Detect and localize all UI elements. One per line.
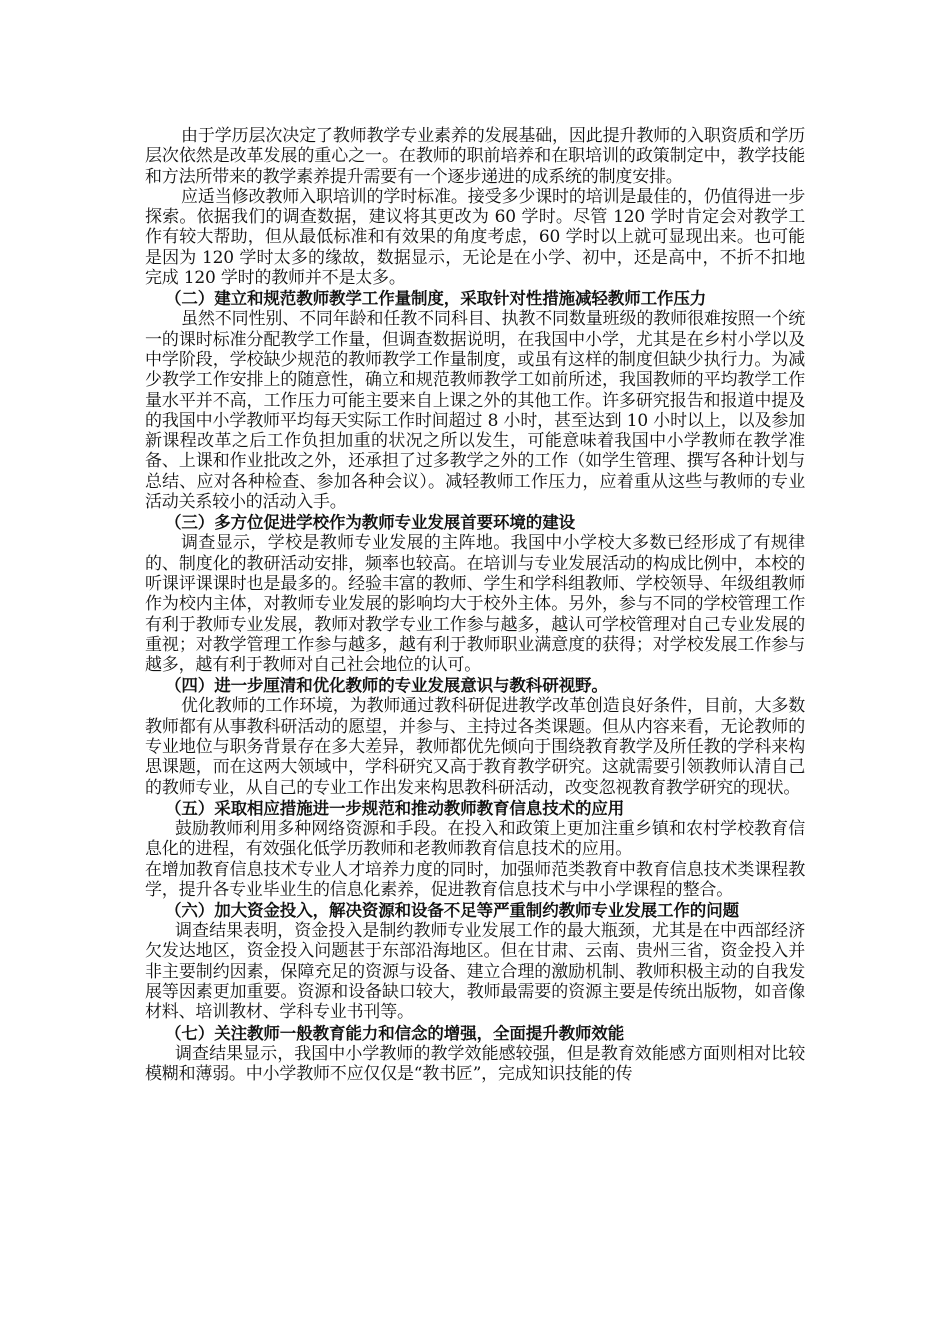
section-heading-5: （五）采取相应措施进一步规范和推动教师教育信息技术的应用 <box>165 798 625 818</box>
paragraph-4: 调查显示，学校是教师专业发展的主阵地。我国中小学校大多数已经形成了有规律的、制度化的教研活动安排，频率也较高。在培训与专业发展活动的构成比例中，本校的听课评课课时也是最多的。经验丰富的教师、学生和学科组教师、学校领导、年级组教师作为校内主体，对教师专业发展的影响均大于校外主体。另外，参与不同的学校管理工作有利于教师专业发展，教师对教学专业工作参与越多，越认可学校管理对自己专业发展的重视；对教学管理工作参与越多，越有利于教师职业满意度的获得；对学校发展工作参与越多，越有利于教师对自己社会地位的认可。 <box>145 533 805 676</box>
section-heading-2: （二）建立和规范教师教学工作量制度，采取针对性措施减轻教师工作压力 <box>165 289 707 309</box>
section-heading-7: （七）关注教师一般教育能力和信念的增强，全面提升教师效能 <box>165 1023 625 1043</box>
paragraph-1: 由于学历层次决定了教师教学专业素养的发展基础，因此提升教师的入职资质和学历层次依然是改革发展的重心之一。在教师的职前培养和在职培训的政策制定中，教学技能和方法所带来的教学素养提升需要有一个逐步递进的成系统的制度安排。 <box>145 126 805 187</box>
paragraph-7: 在增加教育信息技术专业人才培养力度的同时，加强师范类教育中教育信息技术类课程教学，提升各专业毕业生的信息化素养，促进教育信息技术与中小学课程的整合。 <box>145 859 805 900</box>
paragraph-8: 调查结果表明，资金投入是制约教师专业发展工作的最大瓶颈，尤其是在中西部经济欠发达地区，资金投入问题甚于东部沿海地区。但在甘肃、云南、贵州三省，资金投入并非主要制约因素，保障充足的资源与设备、建立合理的激励机制、教师积极主动的自我发展等因素更加重要。资源和设备缺口较大，教师最需要的资源主要是传统出版物，如音像材料、培训教材、学科专业书刊等。 <box>145 921 805 1023</box>
paragraph-3: 虽然不同性别、不同年龄和任教不同科目、执教不同数量班级的教师很难按照一个统一的课时标准分配教学工作量，但调查数据说明，在我国中小学，尤其是在乡村小学以及中学阶段，学校缺少规范的教师教学工作量制度，或虽有这样的制度但缺少执行力。为减少教学工作安排上的随意性，确立和规范教师教学工如前所述，我国教师的平均教学工作量水平并不高，工作压力可能主要来自上课之外的其他工作。许多研究报告和报道中提及的我国中小学教师平均每天实际工作时间超过 8 小时，甚至达到 10 小时以上，以及参加新课程改革之后工作负担加重的状况之所以发生，可能意味着我国中小学教师在教学准备、上课和作业批改之外，还承担了过多教学之外的工作（如学生管理、撰写各种计划与总结、应对各种检查、参加各种会议）。减轻教师工作压力，应着重从这些与教师的专业活动关系较小的活动入手。 <box>145 309 805 513</box>
paragraph-5: 优化教师的工作环境，为教师通过教科研促进教学改革创造良好条件，目前，大多数教师都有从事教科研活动的愿望，并参与、主持过各类课题。但从内容来看，无论教师的专业地位与职务背景存在多大差异，教师都优先倾向于围绕教育教学及所任教的学科来构思课题，而在这两大领域中，学科研究又高于教育教学研究。这就需要引领教师认清自己的教师专业，从自己的专业工作出发来构思教科研活动，改变忽视教育教学研究的现状。 <box>145 696 805 798</box>
paragraph-9: 调查结果显示，我国中小学教师的教学效能感较强，但是教育效能感方面则相对比较模糊和薄弱。中小学教师不应仅仅是“教书匠”，完成知识技能的传 <box>145 1043 805 1084</box>
paragraph-2: 应适当修改教师入职培训的学时标准。接受多少课时的培训是最佳的，仍值得进一步探索。依据我们的调查数据，建议将其更改为 60 学时。尽管 120 学时肯定会对教学工作有较大帮助，但从最低标准和有效果的角度考虑，60 学时以上就可显现出来。也可能是因为 120 学时太多的缘故，数据显示，无论是在小学、初中，还是高中，不折不扣地完成 120 学时的教师并不是太多。 <box>145 186 805 289</box>
section-heading-3: （三）多方位促进学校作为教师专业发展首要环境的建设 <box>165 513 576 533</box>
document-body <box>145 126 805 1084</box>
section-heading-6: （六）加大资金投入，解决资源和设备不足等严重制约教师专业发展工作的问题 <box>165 901 740 921</box>
section-heading-4: （四）进一步厘清和优化教师的专业发展意识与教科研视野。 <box>165 676 608 696</box>
paragraph-6: 鼓励教师利用多种网络资源和手段。在投入和政策上更加注重乡镇和农村学校教育信息化的进程，有效强化低学历教师和老教师教育信息技术的应用。 <box>145 818 805 860</box>
